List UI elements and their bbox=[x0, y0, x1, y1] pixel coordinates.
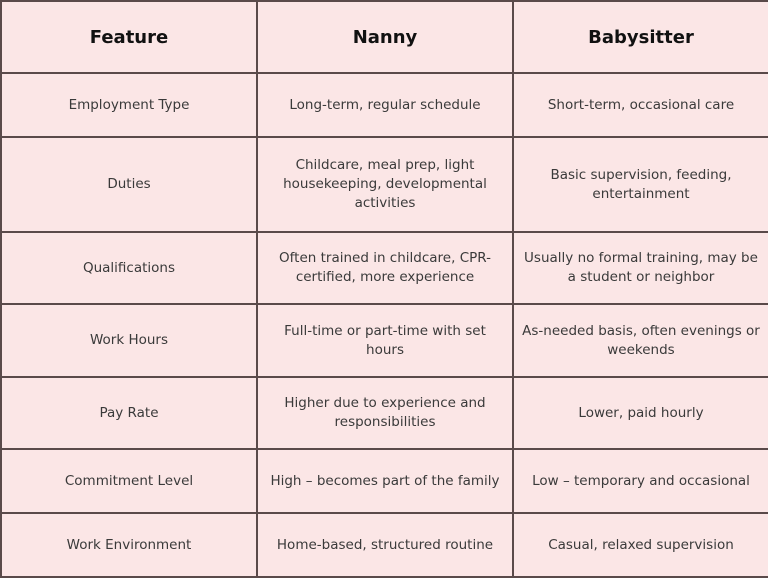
feature-cell: Work Environment bbox=[1, 513, 257, 577]
table-row bbox=[1, 232, 768, 304]
feature-cell: Work Hours bbox=[1, 304, 257, 377]
babysitter-cell: As-needed basis, often evenings or weekends bbox=[513, 304, 768, 377]
feature-cell: Pay Rate bbox=[1, 377, 257, 449]
nanny-cell: High – becomes part of the family bbox=[257, 449, 513, 513]
babysitter-cell: Low – temporary and occasional bbox=[513, 449, 768, 513]
table-row bbox=[1, 304, 768, 377]
table-row bbox=[1, 513, 768, 577]
feature-cell: Duties bbox=[1, 137, 257, 232]
babysitter-cell: Lower, paid hourly bbox=[513, 377, 768, 449]
nanny-cell: Long-term, regular schedule bbox=[257, 73, 513, 137]
feature-cell: Employment Type bbox=[1, 73, 257, 137]
nanny-cell: Childcare, meal prep, light housekeeping, developmental activities bbox=[257, 137, 513, 232]
header-babysitter: Babysitter bbox=[513, 1, 768, 73]
babysitter-cell: Short-term, occasional care bbox=[513, 73, 768, 137]
feature-cell: Commitment Level bbox=[1, 449, 257, 513]
babysitter-cell: Casual, relaxed supervision bbox=[513, 513, 768, 577]
table-row bbox=[1, 73, 768, 137]
table-row bbox=[1, 377, 768, 449]
header-nanny: Nanny bbox=[257, 1, 513, 73]
nanny-cell: Higher due to experience and responsibilities bbox=[257, 377, 513, 449]
nanny-cell: Often trained in childcare, CPR-certified, more experience bbox=[257, 232, 513, 304]
table-row bbox=[1, 137, 768, 232]
nanny-cell: Home-based, structured routine bbox=[257, 513, 513, 577]
header-feature: Feature bbox=[1, 1, 257, 73]
table-row bbox=[1, 449, 768, 513]
header-row bbox=[1, 1, 768, 73]
babysitter-cell: Basic supervision, feeding, entertainment bbox=[513, 137, 768, 232]
feature-cell: Qualifications bbox=[1, 232, 257, 304]
babysitter-cell: Usually no formal training, may be a student or neighbor bbox=[513, 232, 768, 304]
nanny-cell: Full-time or part-time with set hours bbox=[257, 304, 513, 377]
